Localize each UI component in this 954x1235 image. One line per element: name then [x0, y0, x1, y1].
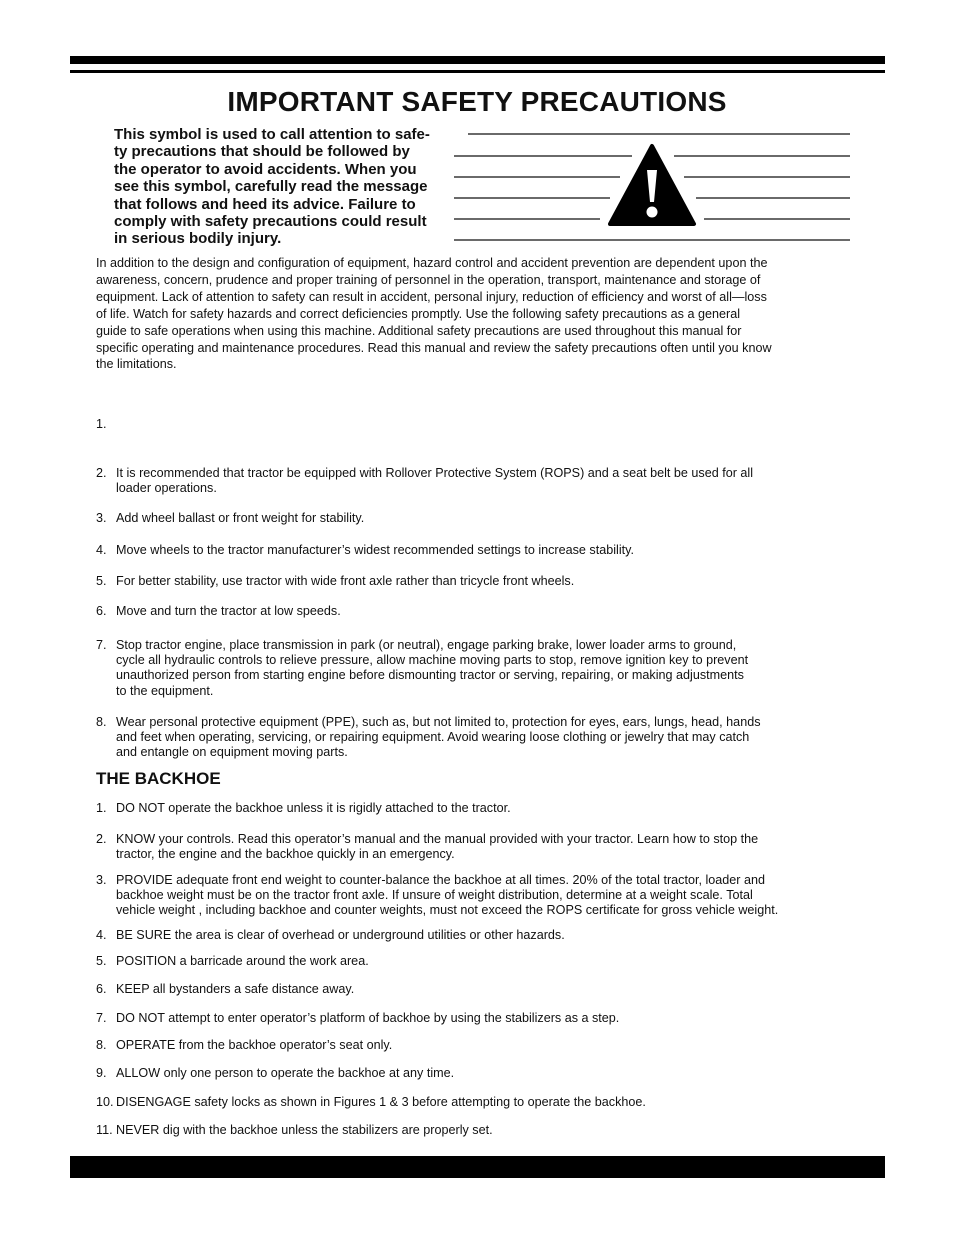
- item-number: 9.: [96, 1066, 107, 1080]
- item-line: DISENGAGE safety locks as shown in Figures 1 & 3 before attempting to operate the backhoe.: [116, 1095, 646, 1109]
- item-number: 6.: [96, 982, 107, 996]
- item-line: POSITION a barricade around the work area.: [116, 954, 369, 968]
- item-number: 3.: [96, 873, 107, 887]
- callout-line: comply with safety precautions could result: [114, 213, 427, 231]
- intro-paragraph: [96, 255, 871, 373]
- page-title: IMPORTANT SAFETY PRECAUTIONS: [227, 86, 727, 117]
- item-number: 7.: [96, 1011, 107, 1025]
- bottom-rule: [70, 1156, 885, 1178]
- item-line: BE SURE the area is clear of overhead or underground utilities or other hazards.: [116, 928, 565, 942]
- top-rule-thin: [70, 70, 885, 73]
- safety-alert-symbol: [452, 126, 852, 248]
- intro-line: the limitations.: [96, 357, 177, 372]
- item-number: 5.: [96, 954, 107, 968]
- item-number: 1.: [96, 801, 107, 815]
- item-line: loader operations.: [116, 481, 217, 496]
- intro-line: specific operating and maintenance procedures. Read this manual and review the safety precautions often until you know: [96, 340, 772, 355]
- item-line: backhoe weight must be on the tractor front axle. If unsure of weight distribution, determine at a weight scale. Total: [116, 888, 753, 903]
- item-line: unauthorized person from starting engine before dismounting tractor or serving, repairing, or making adjustments: [116, 668, 744, 683]
- item-number: 10.: [96, 1095, 114, 1109]
- item-line: DO NOT attempt to enter operator’s platform of backhoe by using the stabilizers as a step.: [116, 1011, 620, 1025]
- item-number: 8.: [96, 1038, 107, 1052]
- item-number: 7.: [96, 638, 107, 652]
- item-line: For better stability, use tractor with wide front axle rather than tricycle front wheels.: [116, 574, 575, 588]
- item-number: 4.: [96, 928, 107, 942]
- item-line: Stop tractor engine, place transmission in park (or neutral), engage parking brake, lower loader arms to ground,: [116, 638, 737, 652]
- item-line: vehicle weight , including backhoe and counter weights, must not exceed the ROPS certificate for gross vehicle weight.: [116, 903, 779, 918]
- item-line: cycle all hydraulic controls to relieve pressure, allow machine moving parts to stop, remove ignition key to prevent: [116, 653, 749, 668]
- top-rule-thick: [70, 56, 885, 64]
- item-number: 8.: [96, 715, 107, 729]
- item-line: NEVER dig with the backhoe unless the stabilizers are properly set.: [116, 1123, 493, 1137]
- item-line: It is recommended that tractor be equipped with Rollover Protective System (ROPS) and a seat belt be used for all: [116, 466, 753, 480]
- item-number: 5.: [96, 574, 107, 588]
- item-line: KEEP all bystanders a safe distance away.: [116, 982, 355, 996]
- intro-line: guide to safe operations when using this machine. Additional safety precautions are used throughout this manual for: [96, 323, 742, 338]
- item-line: DO NOT operate the backhoe unless it is rigidly attached to the tractor.: [116, 801, 511, 815]
- item-line: and entangle on equipment moving parts.: [116, 745, 348, 760]
- item-line: Wear personal protective equipment (PPE), such as, but not limited to, protection for eyes, ears, lungs, head, hands: [116, 715, 761, 729]
- item-line: ALLOW only one person to operate the backhoe at any time.: [116, 1066, 455, 1080]
- item-number: 3.: [96, 511, 107, 525]
- item-number: 2.: [96, 832, 107, 846]
- item-line: tractor, the engine and the backhoe quickly in an emergency.: [116, 847, 455, 862]
- intro-line: awareness, concern, prudence and proper training of personnel in the operation, transport, maintenance and storage of: [96, 272, 761, 287]
- item-line: and feet when operating, servicing, or repairing equipment. Avoid wearing loose clothing or jewelry that may catch: [116, 730, 750, 745]
- callout-line: that follows and heed its advice. Failure to: [114, 195, 416, 213]
- warning-triangle-icon: [610, 146, 694, 224]
- item-number: 2.: [96, 466, 107, 480]
- callout-line: the operator to avoid accidents. When you: [114, 160, 417, 178]
- callout-line: ty precautions that should be followed by: [114, 143, 410, 161]
- callout-line: in serious bodily injury.: [114, 230, 282, 248]
- section-heading: THE BACKHOE: [96, 769, 221, 788]
- item-line: Add wheel ballast or front weight for stability.: [116, 511, 365, 525]
- item-number: 1.: [96, 417, 107, 431]
- item-number: 4.: [96, 543, 107, 557]
- intro-line: of life. Watch for safety hazards and correct deficiencies promptly. Use the following safety precautions as a general: [96, 306, 740, 321]
- item-number: 11.: [96, 1123, 113, 1137]
- item-line: to the equipment.: [116, 683, 214, 698]
- intro-line: equipment. Lack of attention to safety can result in accident, personal injury, reduction of efficiency and worst of all—loss: [96, 289, 767, 304]
- intro-line: In addition to the design and configuration of equipment, hazard control and accident prevention are dependent upon the: [96, 256, 768, 270]
- item-line: OPERATE from the backhoe operator’s seat only.: [116, 1038, 393, 1052]
- item-line: PROVIDE adequate front end weight to counter-balance the backhoe at all times. 20% of the total tractor, loader and: [116, 873, 765, 887]
- safety-symbol-explanation: [114, 126, 444, 248]
- item-line: Move and turn the tractor at low speeds.: [116, 604, 341, 618]
- callout-line: see this symbol, carefully read the message: [114, 178, 428, 196]
- item-line: KNOW your controls. Read this operator’s manual and the manual provided with your tractor. Learn how to stop the: [116, 832, 759, 846]
- item-number: 6.: [96, 604, 107, 618]
- callout-line: This symbol is used to call attention to safe-: [114, 126, 430, 143]
- item-line: Move wheels to the tractor manufacturer’s widest recommended settings to increase stability.: [116, 543, 634, 557]
